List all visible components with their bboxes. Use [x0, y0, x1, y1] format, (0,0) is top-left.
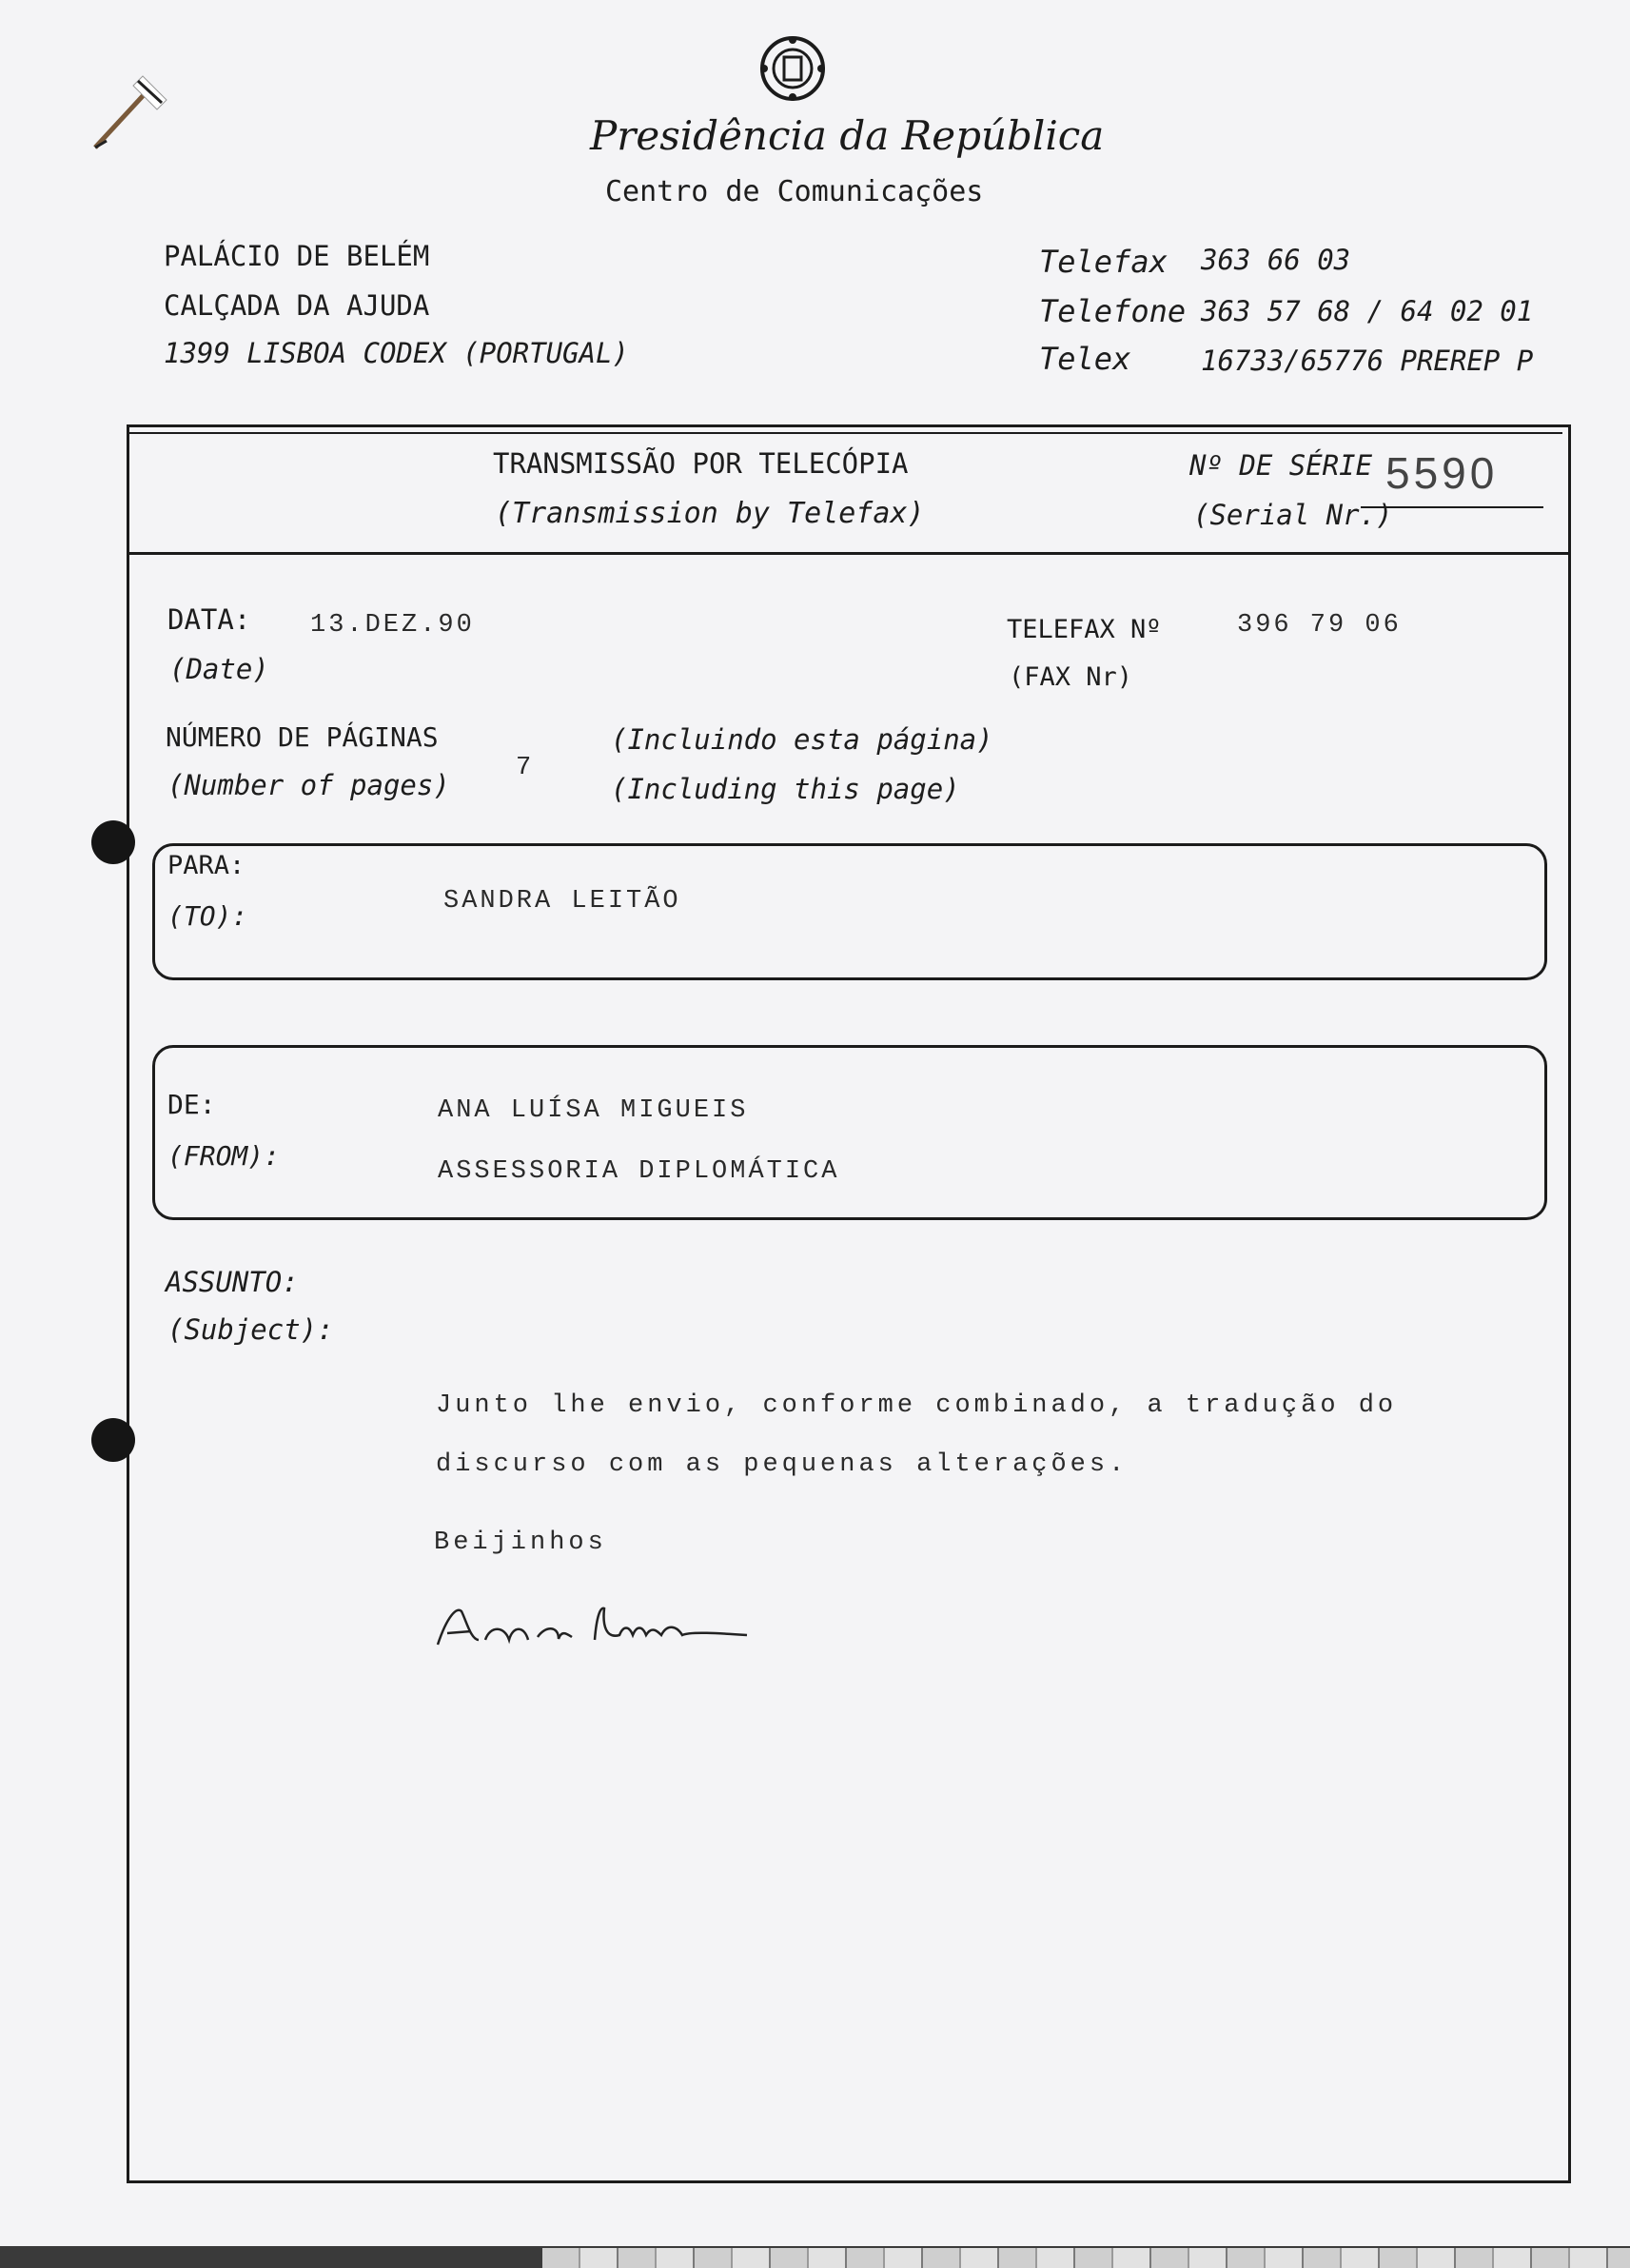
- from-label: DE:: [167, 1089, 216, 1120]
- serial-label-en: (Serial Nr.): [1193, 499, 1393, 531]
- date-label: DATA:: [167, 603, 251, 636]
- signature-image: [433, 1597, 814, 1673]
- pages-note: (Incluindo esta página): [611, 723, 993, 756]
- org-name: Presidência da República: [590, 112, 1105, 159]
- frame-divider: [129, 432, 1562, 434]
- contact-label: Telefone: [1039, 293, 1187, 329]
- contact-label: Telex: [1039, 341, 1131, 377]
- subject-label-en: (Subject):: [167, 1313, 334, 1346]
- form-title: TRANSMISSÃO POR TELECÓPIA: [493, 447, 909, 480]
- date-value: 13.DEZ.90: [310, 611, 475, 640]
- form-frame: [127, 424, 1571, 2183]
- fax-label-en: (FAX Nr): [1009, 662, 1133, 692]
- to-label: PARA:: [167, 851, 245, 880]
- address-line: CALÇADA DA AJUDA: [164, 289, 430, 322]
- serial-underline: [1361, 506, 1543, 508]
- to-value: SANDRA LEITÃO: [443, 887, 681, 916]
- pages-label: NÚMERO DE PÁGINAS: [166, 721, 439, 753]
- scan-ruler-strip: [542, 2248, 1630, 2268]
- date-label-en: (Date): [169, 653, 269, 685]
- to-box: [152, 843, 1547, 980]
- from-dept: ASSESSORIA DIPLOMÁTICA: [438, 1157, 840, 1186]
- serial-number: 5590: [1385, 448, 1499, 498]
- pages-note-en: (Including this page): [611, 773, 960, 805]
- contact-label: Telefax: [1039, 244, 1168, 280]
- from-label-en: (FROM):: [167, 1140, 281, 1172]
- message-closing: Beijinhos: [434, 1528, 607, 1557]
- frame-divider: [127, 552, 1571, 555]
- department-name: Centro de Comunicações: [605, 175, 984, 208]
- address-line: 1399 LISBOA CODEX (PORTUGAL): [164, 337, 629, 369]
- subject-label: ASSUNTO:: [166, 1266, 299, 1298]
- punch-hole: [91, 820, 135, 864]
- message-line: Junto lhe envio, conforme combinado, a tradução do: [436, 1391, 1398, 1420]
- contact-value: 363 66 03: [1201, 244, 1351, 276]
- pages-value: 7: [516, 754, 535, 782]
- punch-hole: [91, 1418, 135, 1462]
- address-line: PALÁCIO DE BELÉM: [164, 240, 430, 272]
- to-label-en: (TO):: [167, 900, 248, 932]
- fax-value: 396 79 06: [1237, 611, 1402, 640]
- contact-value: 16733/65776 PREREP P: [1201, 345, 1534, 377]
- pages-label-en: (Number of pages): [167, 769, 450, 801]
- fax-label: TELEFAX Nº: [1007, 615, 1162, 644]
- serial-label: Nº DE SÉRIE: [1189, 449, 1373, 482]
- message-line: discurso com as pequenas alterações.: [436, 1450, 1129, 1479]
- from-name: ANA LUÍSA MIGUEIS: [438, 1096, 749, 1125]
- staple-mark-icon: [86, 57, 171, 162]
- form-title-en: (Transmission by Telefax): [495, 497, 925, 530]
- coat-of-arms-icon: [759, 32, 826, 105]
- from-box: [152, 1045, 1547, 1220]
- contact-value: 363 57 68 / 64 02 01: [1201, 295, 1534, 327]
